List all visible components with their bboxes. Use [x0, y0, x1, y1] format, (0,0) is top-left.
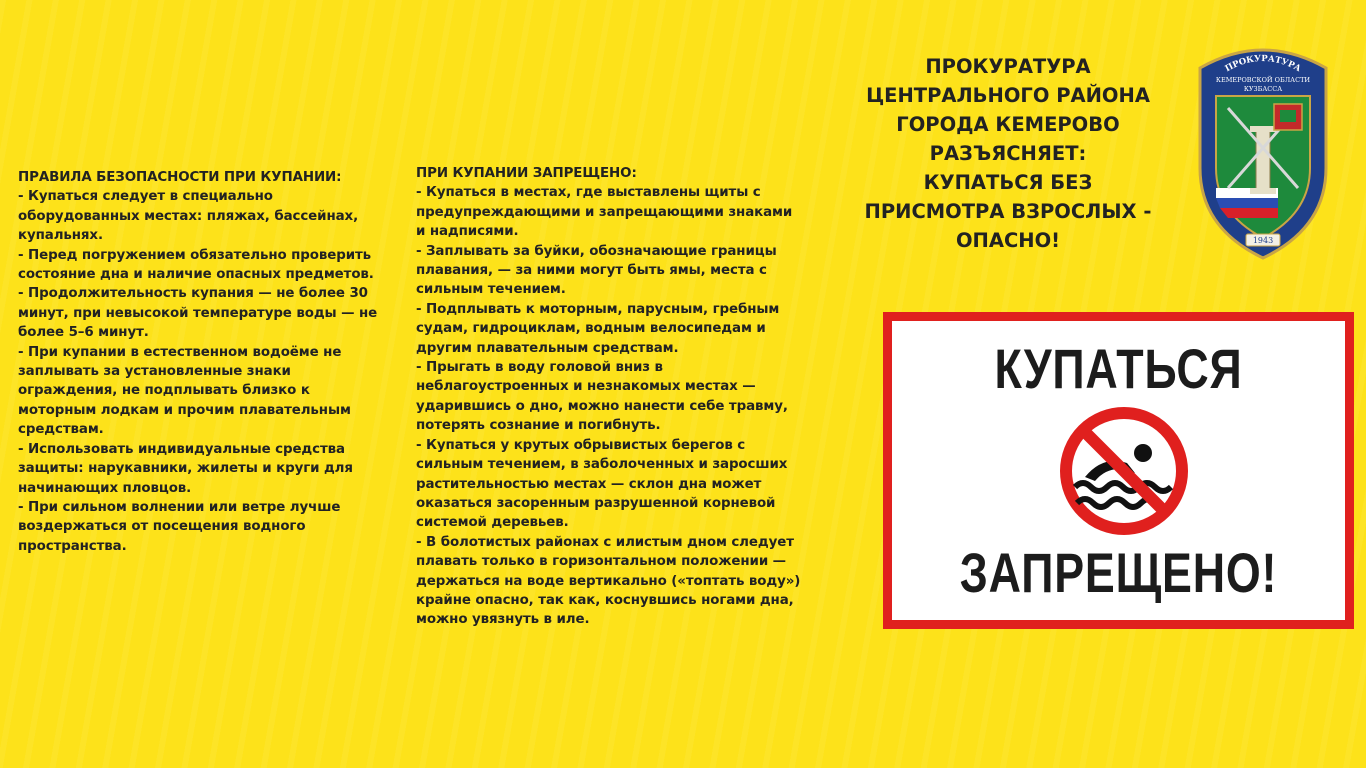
org-title-line: ЦЕНТРАЛЬНОГО РАЙОНА	[866, 84, 1150, 107]
safety-rule-line: ограждения, не подплывать близко к	[18, 383, 310, 399]
forbidden-column	[416, 164, 836, 630]
no-swimming-sign	[883, 312, 1354, 629]
forbidden-rule-line: плавания, — за ними могут быть ямы, места с	[416, 263, 767, 279]
sign-bottom-text: ЗАПРЕЩЕНО!	[959, 541, 1278, 604]
org-title-line: ПРОКУРАТУРА	[925, 55, 1091, 78]
org-title	[838, 52, 1178, 255]
forbidden-rule-line: предупреждающими и запрещающими знаками	[416, 204, 793, 220]
emblem-year: 1943	[1252, 236, 1274, 245]
forbidden-rule-line: - Купаться в местах, где выставлены щиты с	[416, 185, 761, 201]
safety-rule-line: более 5–6 минут.	[18, 325, 149, 341]
org-title-line: ОПАСНО!	[955, 229, 1061, 252]
forbidden-rule-line: системой деревьев.	[416, 515, 569, 531]
forbidden-rule-line: крайне опасно, так как, коснувшись ногами дна,	[416, 592, 794, 608]
forbidden-rule-line: - Купаться у крутых обрывистых берегов с	[416, 437, 746, 453]
safety-rules-heading: ПРАВИЛА БЕЗОПАСНОСТИ ПРИ КУПАНИИ:	[18, 170, 342, 185]
safety-rule-line: средствам.	[18, 422, 104, 438]
safety-rule-line: - Продолжительность купания — не более 30	[18, 286, 368, 302]
safety-rule-line: - При купании в естественном водоёме не	[18, 344, 342, 360]
safety-rule-line: заплывать за установленные знаки	[18, 364, 291, 380]
forbidden-rule-line: можно увязнуть в иле.	[416, 612, 590, 628]
safety-rule-line: защиты: нарукавники, жилеты и круги для	[18, 461, 353, 477]
forbidden-rule-line: оказаться засоренным разрушенной корневой	[416, 495, 776, 511]
safety-rule-line: минут, при невысокой температуре воды — не	[18, 305, 378, 321]
no-swimming-icon	[1055, 407, 1193, 535]
prosecutor-emblem-icon	[1188, 38, 1338, 263]
forbidden-rule-line: судам, гидроциклам, водным велосипедам и	[416, 321, 766, 337]
forbidden-rule-line: - Прыгать в воду головой вниз в	[416, 360, 663, 376]
emblem-text-bottom: КУЗБАССА	[1243, 85, 1283, 93]
forbidden-rule-line: - В болотистых районах с илистым дном следует	[416, 534, 794, 550]
forbidden-heading: ПРИ КУПАНИИ ЗАПРЕЩЕНО:	[416, 166, 637, 181]
safety-rule-line: - Купаться следует в специально	[18, 189, 273, 205]
forbidden-rule-line: неблагоустроенных и незнакомых местах —	[416, 379, 756, 395]
safety-rule-line: - Использовать индивидуальные средства	[18, 441, 345, 457]
forbidden-rule-line: плавать только в горизонтальном положении —	[416, 554, 786, 570]
safety-rules-column	[18, 168, 416, 556]
safety-rule-line: воздержаться от посещения водного	[18, 519, 306, 535]
forbidden-rule-line: другим плавательным средствам.	[416, 340, 679, 356]
safety-rule-line: - Перед погружением обязательно проверить	[18, 247, 372, 263]
forbidden-rule-line: растительностью местах — склон дна может	[416, 476, 762, 492]
sign-top-text: КУПАТЬСЯ	[994, 337, 1243, 400]
forbidden-rule-line: сильным течением.	[416, 282, 566, 298]
org-title-line: ГОРОДА КЕМЕРОВО	[896, 113, 1120, 136]
forbidden-rule-line: и надписями.	[416, 224, 519, 240]
forbidden-rule-line: - Заплывать за буйки, обозначающие границы	[416, 243, 777, 259]
forbidden-rule-line: ударившись о дно, можно нанести себе травму,	[416, 398, 788, 414]
forbidden-rule-line: - Подплывать к моторным, парусным, гребным	[416, 301, 780, 317]
forbidden-list	[416, 183, 836, 629]
emblem-text-top: ПРОКУРАТУРА	[1223, 53, 1303, 75]
safety-rule-line: начинающих пловцов.	[18, 480, 192, 496]
forbidden-rule-line: сильным течением, в заболоченных и заросших	[416, 457, 788, 473]
org-title-line: ПРИСМОТРА ВЗРОСЛЫХ -	[864, 200, 1152, 223]
forbidden-rule-line: потерять сознание и погибнуть.	[416, 418, 661, 434]
safety-rule-line: купальнях.	[18, 228, 103, 244]
emblem-text-mid: КЕМЕРОВСКОЙ ОБЛАСТИ	[1215, 76, 1311, 84]
forbidden-rule-line: держаться на воде вертикально («топтать воду»)	[416, 573, 801, 589]
org-title-line: РАЗЪЯСНЯЕТ:	[929, 142, 1087, 165]
safety-rule-line: - При сильном волнении или ветре лучше	[18, 499, 341, 515]
org-title-line: КУПАТЬСЯ БЕЗ	[923, 171, 1093, 194]
safety-rule-line: оборудованных местах: пляжах, бассейнах,	[18, 208, 359, 224]
safety-rule-line: состояние дна и наличие опасных предметов.	[18, 267, 374, 283]
safety-rule-line: пространства.	[18, 538, 127, 554]
safety-rule-line: моторным лодкам и прочим плавательным	[18, 402, 351, 418]
safety-rules-list	[18, 187, 416, 556]
